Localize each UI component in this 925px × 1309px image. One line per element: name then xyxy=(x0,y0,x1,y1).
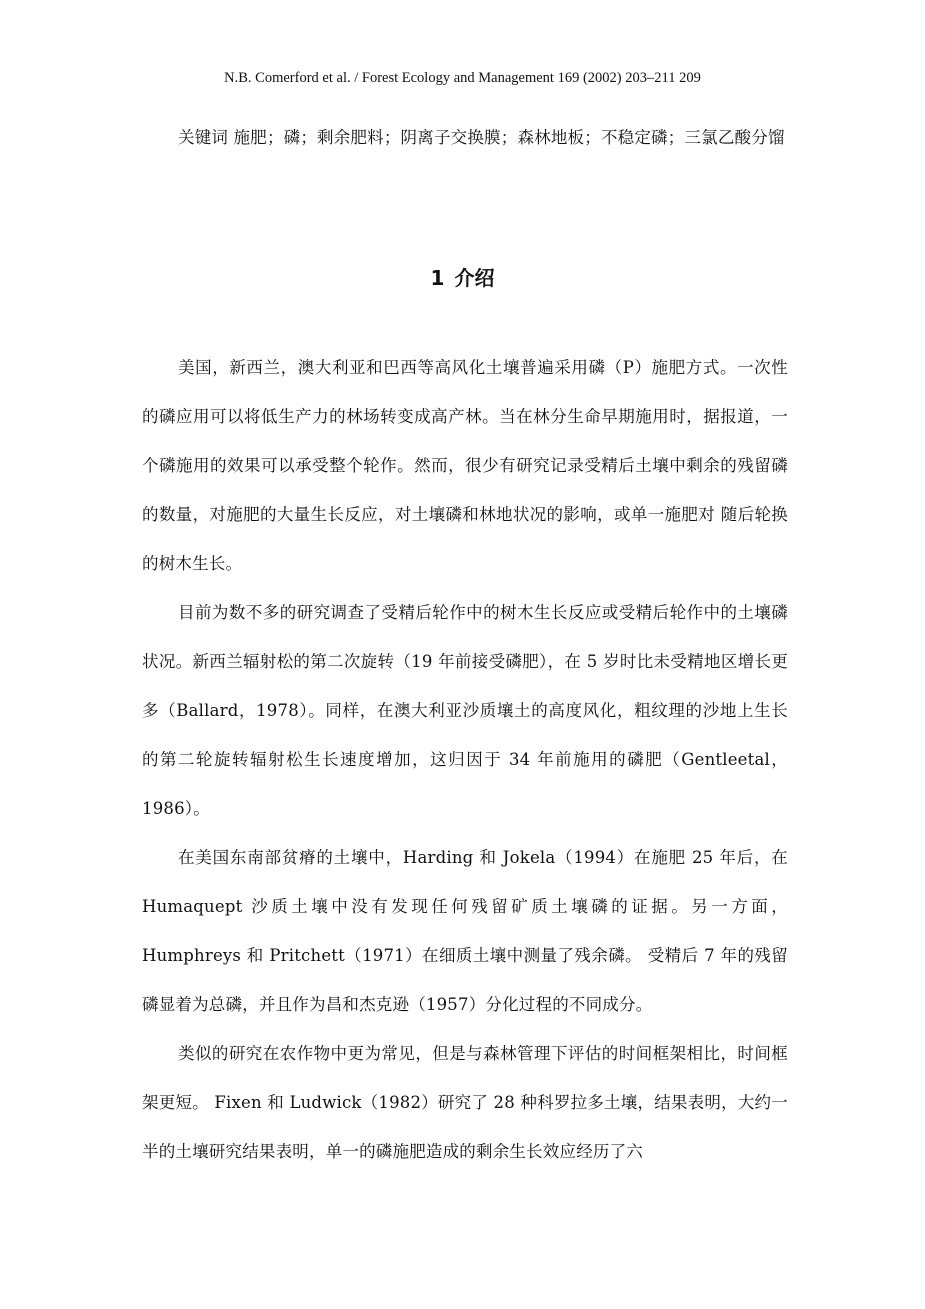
paragraph: 类似的研究在农作物中更为常见，但是与森林管理下评估的时间框架相比，时间框架更短。 Fixen 和 Ludwick（1982）研究了 28 种科罗拉多土壤，结果表明，大约一半的土壤研究结果表明，单一的磷施肥造成的剩余生长效应经历了六 xyxy=(142,1044,788,1161)
keywords-text: 关键词 施肥；磷；剩余肥料；阴离子交换膜；森林地板；不稳定磷；三氯乙酸分馏 xyxy=(178,128,785,147)
paragraph: 美国，新西兰，澳大利亚和巴西等高风化土壤普遍采用磷（P）施肥方式。一次性的磷应用可以将低生产力的林场转变成高产林。当在林分生命早期施用时，据报道，一个磷施用的效果可以承受整个轮作。然而，很少有研究记录受精后土壤中剩余的残留磷的数量，对施肥的大量生长反应，对土壤磷和林地状况的影响，或单一施肥对 随后轮换的树木生长。 xyxy=(142,358,788,573)
section-number: 1 xyxy=(430,266,445,290)
paragraph: 目前为数不多的研究调查了受精后轮作中的树木生长反应或受精后轮作中的土壤磷状况。新西兰辐射松的第二次旋转（19 年前接受磷肥），在 5 岁时比未受精地区增长更多（Ballard，1978）。同样，在澳大利亚沙质壤土的高度风化，粗纹理的沙地上生长的第二轮旋转辐射松生长速度增加，这归因于 34 年前施用的磷肥（Gentleetal，1986）。 xyxy=(142,603,788,818)
introduction-body xyxy=(142,343,788,1176)
running-header: N.B. Comerford et al. / Forest Ecology and Management 169 (2002) 203–211 209 xyxy=(224,70,701,86)
section-title: 介绍 xyxy=(454,266,495,290)
paragraph: 在美国东南部贫瘠的土壤中，Harding 和 Jokela（1994）在施肥 25 年后，在 Humaquept 沙质土壤中没有发现任何残留矿质土壤磷的证据。另一方面，Humphreys 和 Pritchett（1971）在细质土壤中测量了残余磷。 受精后 7 年的残留磷显着为总磷，并且作为昌和杰克逊（1957）分化过程的不同成分。 xyxy=(142,848,788,1014)
section-heading xyxy=(0,258,925,298)
keywords-block xyxy=(142,113,788,162)
